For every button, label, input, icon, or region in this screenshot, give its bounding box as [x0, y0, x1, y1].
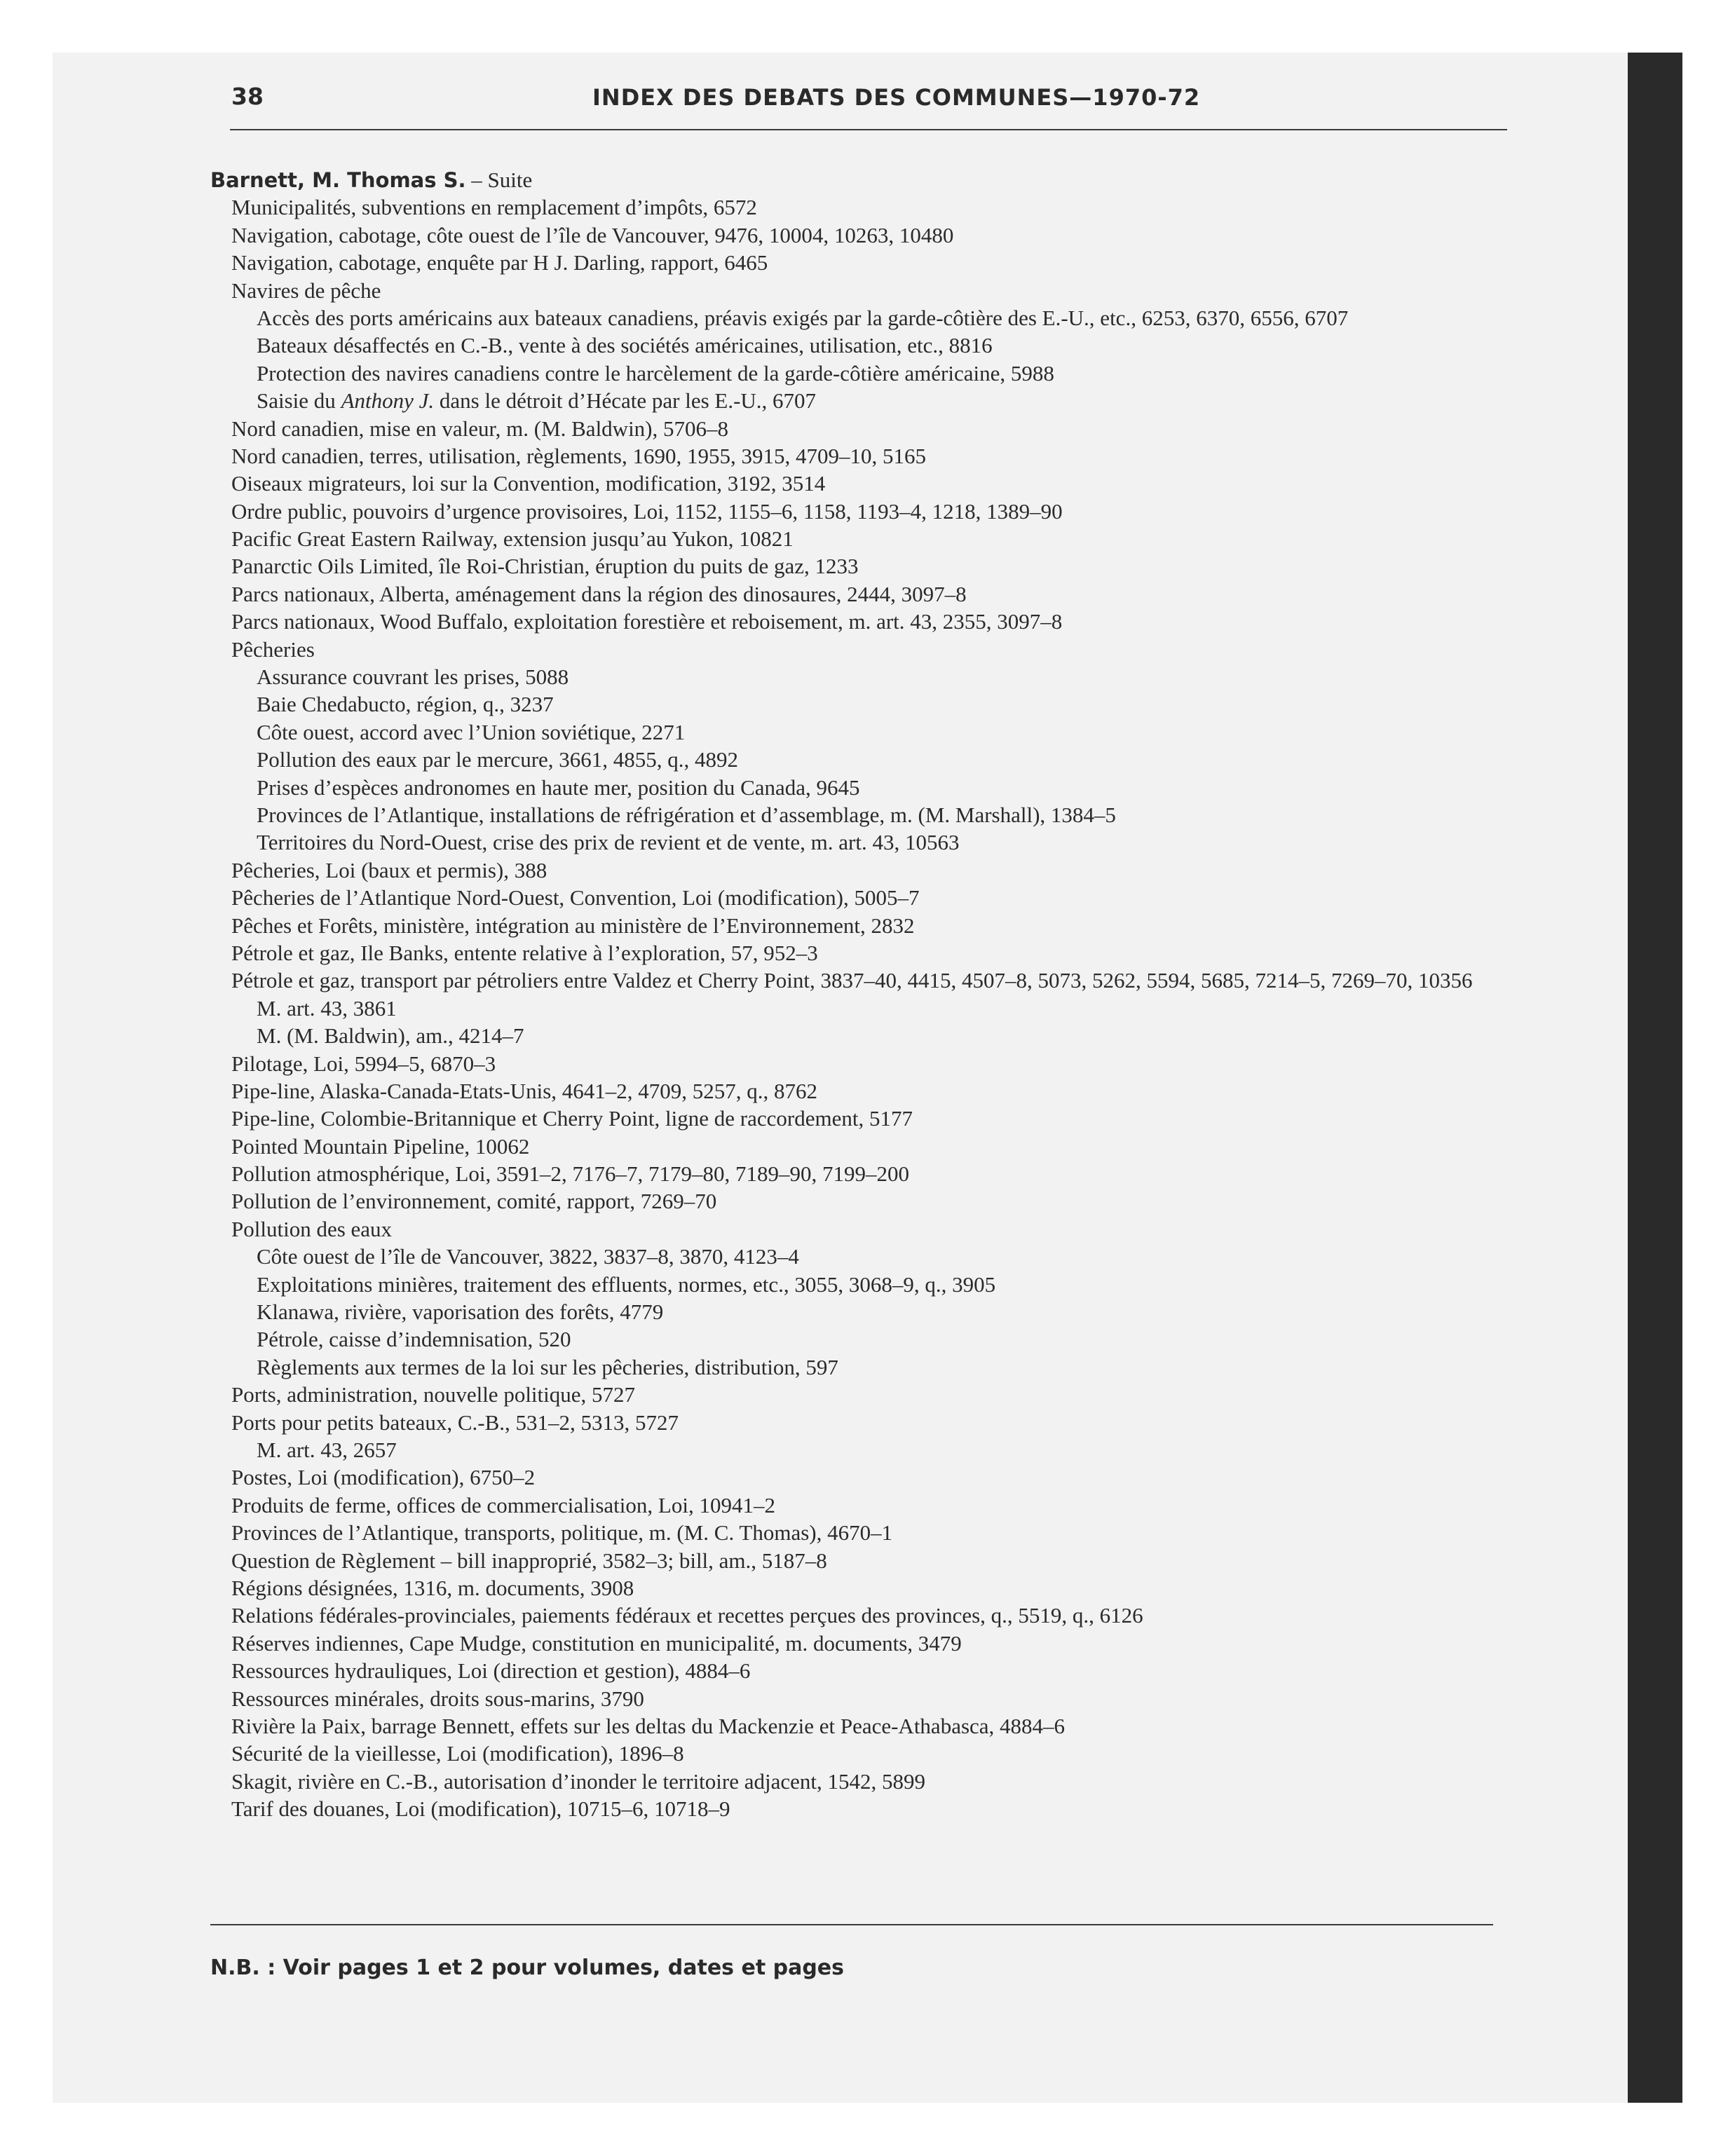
index-entry: Rivière la Paix, barrage Bennett, effets sur les deltas du Mackenzie et Peace-Athabasca, 4884–6 — [231, 1713, 1066, 1738]
index-entry: Provinces de l’Atlantique, transports, politique, m. (M. C. Thomas), 4670–1 — [231, 1520, 893, 1546]
index-entry: Pollution de l’environnement, comité, rapport, 7269–70 — [231, 1189, 717, 1214]
index-entry: Ressources hydrauliques, Loi (direction et gestion), 4884–6 — [231, 1658, 751, 1684]
index-entry: Pétrole et gaz, Ile Banks, entente relative à l’exploration, 57, 952–3 — [231, 940, 818, 965]
entry-heading — [210, 166, 1500, 193]
index-entry: Pointed Mountain Pipeline, 10062 — [231, 1133, 530, 1159]
index-entry: Pipe-line, Colombie-Britannique et Cherry Point, ligne de raccordement, 5177 — [231, 1106, 913, 1131]
index-subentry: M. (M. Baldwin), am., 4214–7 — [257, 1023, 524, 1049]
index-subentry: Pétrole, caisse d’indemnisation, 520 — [257, 1327, 571, 1352]
index-entry: Relations fédérales-provinciales, paiements fédéraux et recettes perçues des provinces, q., 5519, q., 6126 — [231, 1603, 1143, 1628]
index-subentry: Prises d’espèces andronomes en haute mer, position du Canada, 9645 — [257, 775, 860, 800]
index-entry: Postes, Loi (modification), 6750–2 — [231, 1465, 536, 1490]
index-subentry: M. art. 43, 3861 — [257, 995, 397, 1021]
index-entry: Régions désignées, 1316, m. documents, 3908 — [231, 1575, 634, 1600]
index-entry: Pollution des eaux — [231, 1216, 393, 1241]
entry-heading-name: Barnett, M. Thomas S. — [210, 168, 466, 192]
index-entry: Skagit, rivière en C.-B., autorisation d’inonder le territoire adjacent, 1542, 5899 — [231, 1768, 926, 1794]
index-entry: Pipe-line, Alaska-Canada-Etats-Unis, 4641–2, 4709, 5257, q., 8762 — [231, 1078, 818, 1103]
index-entry: Pétrole et gaz, transport par pétroliers entre Valdez et Cherry Point, 3837–40, 4415, 4507–8, 5073, 5262, 5594, 5685, 7214–5, 7269–70, 10356 — [231, 968, 1473, 993]
index-subentry: Saisie du Anthony J. dans le détroit d’Hécate par les E.-U., 6707 — [257, 388, 817, 414]
index-entry: Ports pour petits bateaux, C.-B., 531–2, 5313, 5727 — [231, 1410, 679, 1435]
index-entry: Pêcheries — [231, 636, 315, 662]
index-entry: Ressources minérales, droits sous-marins, 3790 — [231, 1686, 644, 1711]
index-entry: Pêches et Forêts, ministère, intégration au ministère de l’Environnement, 2832 — [231, 913, 915, 938]
index-entry: Pêcheries, Loi (baux et permis), 388 — [231, 857, 547, 882]
index-entry: Navigation, cabotage, enquête par H J. Darling, rapport, 6465 — [231, 250, 768, 275]
index-entry: Parcs nationaux, Wood Buffalo, exploitation forestière et reboisement, m. art. 43, 2355, 3097–8 — [231, 609, 1063, 634]
index-entry: Municipalités, subventions en remplacement d’impôts, 6572 — [231, 195, 757, 220]
index-entry: Ports, administration, nouvelle politique, 5727 — [231, 1382, 636, 1407]
index-subentry: Protection des navires canadiens contre le harcèlement de la garde-côtière américaine, 5988 — [257, 360, 1054, 386]
header-rule — [230, 129, 1507, 130]
index-entry: Nord canadien, terres, utilisation, règlements, 1690, 1955, 3915, 4709–10, 5165 — [231, 443, 926, 468]
index-subentry: Bateaux désaffectés en C.-B., vente à des sociétés américaines, utilisation, etc., 8816 — [257, 333, 993, 358]
index-entry: Pêcheries de l’Atlantique Nord-Ouest, Convention, Loi (modification), 5005–7 — [231, 885, 920, 910]
index-entry: Produits de ferme, offices de commercialisation, Loi, 10941–2 — [231, 1492, 775, 1517]
footer-rule — [210, 1924, 1493, 1925]
index-subentry: Côte ouest, accord avec l’Union soviétique, 2271 — [257, 719, 686, 744]
index-entry: Nord canadien, mise en valeur, m. (M. Baldwin), 5706–8 — [231, 416, 729, 441]
index-subentry: Accès des ports américains aux bateaux canadiens, préavis exigés par la garde-côtière des E.-U., etc., 6253, 6370, 6556, 6707 — [257, 305, 1349, 330]
index-subentry: Territoires du Nord-Ouest, crise des prix de revient et de vente, m. art. 43, 10563 — [257, 830, 960, 855]
index-entry: Pacific Great Eastern Railway, extension jusqu’au Yukon, 10821 — [231, 526, 794, 552]
index-entry: Sécurité de la vieillesse, Loi (modification), 1896–8 — [231, 1741, 684, 1766]
index-entry: Question de Règlement – bill inapproprié, 3582–3; bill, am., 5187–8 — [231, 1548, 827, 1573]
page-number: 38 — [231, 83, 264, 110]
index-entry: Pollution atmosphérique, Loi, 3591–2, 7176–7, 7179–80, 7189–90, 7199–200 — [231, 1161, 909, 1187]
footer-note: N.B. : Voir pages 1 et 2 pour volumes, dates et pages — [210, 1956, 844, 1980]
scan-edge-shadow — [1628, 53, 1682, 2103]
ship-name: Anthony J. — [341, 388, 435, 414]
index-entry: Panarctic Oils Limited, île Roi-Christian, éruption du puits de gaz, 1233 — [231, 554, 859, 579]
index-entry: Pilotage, Loi, 5994–5, 6870–3 — [231, 1051, 496, 1076]
entry-heading-suite: – Suite — [465, 168, 533, 192]
index-entry: Réserves indiennes, Cape Mudge, constitution en municipalité, m. documents, 3479 — [231, 1630, 962, 1656]
index-subentry: Klanawa, rivière, vaporisation des forêts, 4779 — [257, 1299, 664, 1325]
index-subentry: Règlements aux termes de la loi sur les pêcheries, distribution, 597 — [257, 1354, 838, 1379]
index-entry: Parcs nationaux, Alberta, aménagement dans la région des dinosaures, 2444, 3097–8 — [231, 581, 967, 606]
index-entry: Ordre public, pouvoirs d’urgence provisoires, Loi, 1152, 1155–6, 1158, 1193–4, 1218, 1389–90 — [231, 498, 1063, 524]
index-entry: Navigation, cabotage, côte ouest de l’île de Vancouver, 9476, 10004, 10263, 10480 — [231, 222, 954, 247]
index-subentry: Côte ouest de l’île de Vancouver, 3822, 3837–8, 3870, 4123–4 — [257, 1244, 799, 1269]
index-subentry: Assurance couvrant les prises, 5088 — [257, 664, 569, 690]
index-subentry: M. art. 43, 2657 — [257, 1438, 397, 1462]
index-subentry: Provinces de l’Atlantique, installations de réfrigération et d’assemblage, m. (M. Marshall), 1384–5 — [257, 803, 1116, 827]
index-entry: Tarif des douanes, Loi (modification), 10715–6, 10718–9 — [231, 1796, 730, 1822]
index-entry: Oiseaux migrateurs, loi sur la Convention, modification, 3192, 3514 — [231, 471, 826, 496]
running-title: INDEX DES DEBATS DES COMMUNES—1970-72 — [592, 84, 1201, 111]
index-body — [210, 166, 1500, 1822]
index-entry: Navires de pêche — [231, 278, 381, 303]
index-subentry: Exploitations minières, traitement des effluents, normes, etc., 3055, 3068–9, q., 3905 — [257, 1271, 996, 1297]
index-subentry: Pollution des eaux par le mercure, 3661, 4855, q., 4892 — [257, 747, 739, 772]
index-subentry: Baie Chedabucto, région, q., 3237 — [257, 692, 554, 717]
